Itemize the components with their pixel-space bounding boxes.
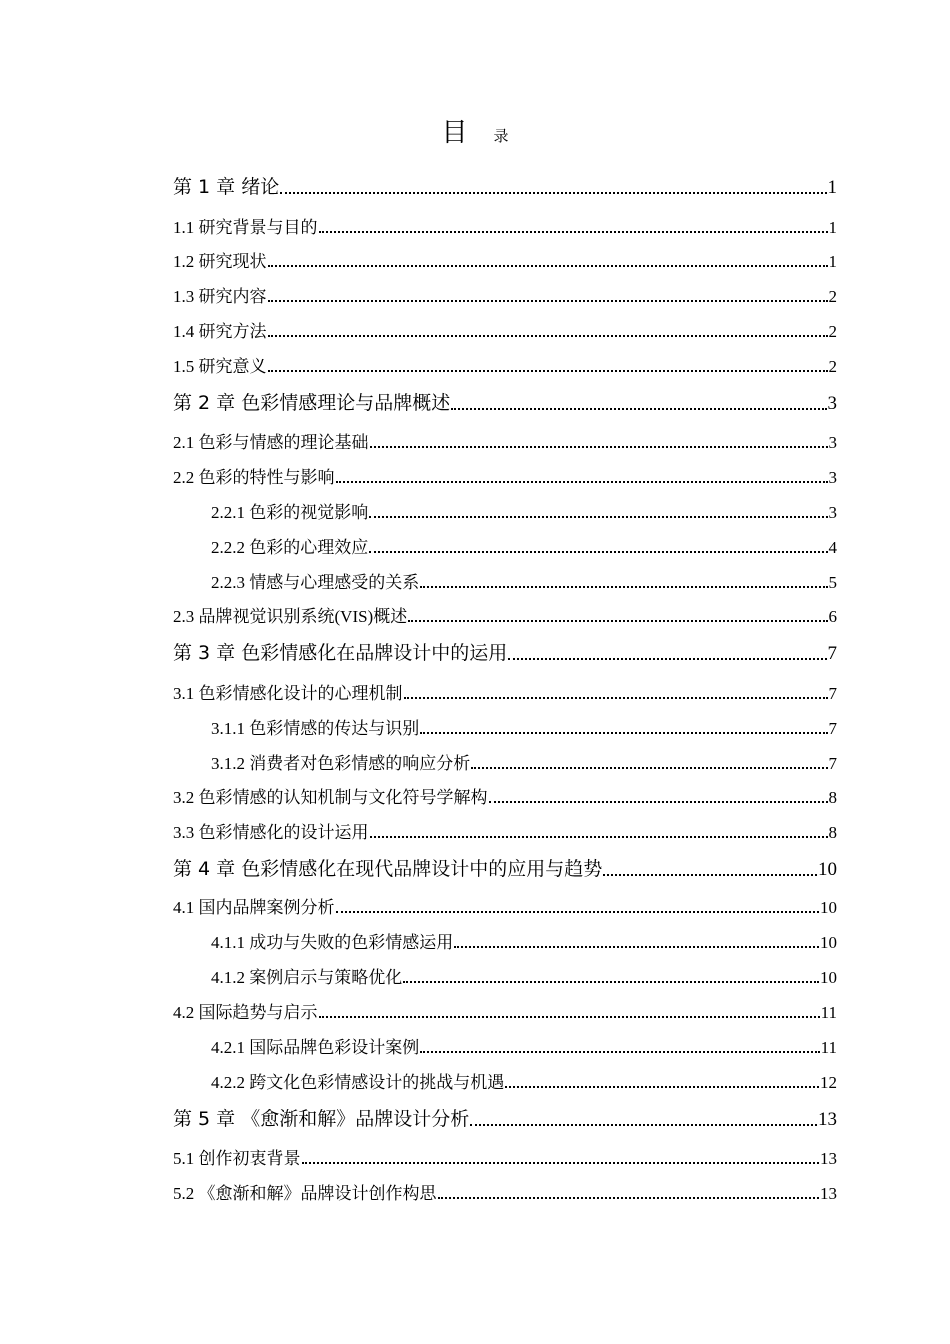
toc-subsection-entry[interactable] (211, 504, 837, 521)
toc-page-number: 10 (820, 968, 837, 987)
toc-section-entry[interactable] (173, 253, 837, 270)
toc-entry-label: 5.1 创作初衷背景 (173, 1149, 301, 1168)
toc-page-number: 11 (820, 1038, 837, 1057)
toc-section-entry[interactable] (173, 789, 837, 806)
toc-section-entry[interactable] (173, 685, 837, 702)
toc-page-number: 5 (828, 573, 837, 592)
toc-entry-label: 第 1 章 绪论 (173, 176, 280, 198)
toc-chapter-entry[interactable] (173, 644, 837, 663)
toc-entry-label: 3.1 色彩情感化设计的心理机制 (173, 684, 403, 703)
toc-page-number: 8 (828, 788, 837, 807)
toc-entry-label: 3.2 色彩情感的认知机制与文化符号学解构 (173, 788, 488, 807)
toc-dot-leader (268, 370, 828, 372)
toc-dot-leader (505, 1086, 819, 1088)
toc-page-number: 12 (820, 1073, 837, 1092)
toc-page-number: 7 (828, 684, 837, 703)
toc-section-entry[interactable] (173, 1185, 837, 1202)
toc-dot-leader (451, 408, 826, 410)
toc-entry-label: 2.2.3 情感与心理感受的关系 (211, 573, 420, 592)
toc-dot-leader (268, 300, 828, 302)
toc-dot-leader (370, 836, 828, 838)
toc-page-number: 7 (827, 643, 837, 664)
toc-dot-leader (470, 1124, 817, 1126)
toc-section-entry[interactable] (173, 358, 837, 375)
toc-page-number: 2 (828, 357, 837, 376)
toc-section-entry[interactable] (173, 899, 837, 916)
toc-section-entry[interactable] (173, 608, 837, 625)
toc-entry-label: 3.3 色彩情感化的设计运用 (173, 823, 369, 842)
toc-entry-label: 4.1 国内品牌案例分析 (173, 898, 335, 917)
toc-entry-label: 第 4 章 色彩情感化在现代品牌设计中的应用与趋势 (173, 858, 603, 880)
toc-section-entry[interactable] (173, 824, 837, 841)
toc-dot-leader (438, 1197, 820, 1199)
toc-entry-label: 1.5 研究意义 (173, 357, 267, 376)
toc-subsection-entry[interactable] (211, 539, 837, 556)
toc-dot-leader (489, 801, 828, 803)
toc-section-entry[interactable] (173, 469, 837, 486)
toc-dot-leader (454, 946, 819, 948)
toc-chapter-entry[interactable] (173, 1110, 837, 1129)
toc-dot-leader (420, 732, 827, 734)
toc-chapter-entry[interactable] (173, 394, 837, 413)
toc-subsection-entry[interactable] (211, 934, 837, 951)
toc-page-number: 2 (828, 322, 837, 341)
toc-page-number: 2 (828, 287, 837, 306)
toc-page-number: 3 (828, 468, 837, 487)
toc-chapter-entry[interactable] (173, 178, 837, 197)
toc-page-number: 8 (828, 823, 837, 842)
toc-entry-label: 5.2 《愈渐和解》品牌设计创作构思 (173, 1184, 437, 1203)
toc-page-number: 10 (820, 933, 837, 952)
toc-title-main: 目 (441, 118, 468, 148)
toc-section-entry[interactable] (173, 434, 837, 451)
toc-dot-leader (420, 586, 827, 588)
toc-page-number: 10 (820, 898, 837, 917)
toc-page-number: 4 (828, 538, 837, 557)
toc-dot-leader (471, 767, 827, 769)
toc-entry-label: 3.1.2 消费者对色彩情感的响应分析 (211, 754, 471, 773)
toc-dot-leader (268, 335, 828, 337)
toc-page-number: 7 (828, 754, 837, 773)
toc-subsection-entry[interactable] (211, 755, 837, 772)
toc-page-number: 3 (828, 433, 837, 452)
toc-chapter-entry[interactable] (173, 860, 837, 879)
toc-dot-leader (603, 874, 817, 876)
toc-entry-label: 4.2 国际趋势与启示 (173, 1003, 318, 1022)
toc-page-number: 13 (820, 1184, 837, 1203)
toc-entry-label: 2.2 色彩的特性与影响 (173, 468, 335, 487)
toc-subsection-entry[interactable] (211, 720, 837, 737)
toc-dot-leader (336, 911, 820, 913)
toc-dot-leader (280, 192, 826, 194)
toc-entry-label: 第 3 章 色彩情感化在品牌设计中的运用 (173, 642, 508, 664)
toc-dot-leader (268, 265, 828, 267)
toc-dot-leader (404, 697, 828, 699)
toc-page-number: 1 (828, 252, 837, 271)
toc-dot-leader (508, 658, 826, 660)
toc-dot-leader (302, 1162, 820, 1164)
toc-dot-leader (369, 516, 827, 518)
toc-subsection-entry[interactable] (211, 969, 837, 986)
toc-dot-leader (369, 551, 827, 553)
toc-entry-label: 2.2.2 色彩的心理效应 (211, 538, 369, 557)
toc-entry-label: 1.2 研究现状 (173, 252, 267, 271)
toc-section-entry[interactable] (173, 219, 837, 236)
toc-entry-label: 3.1.1 色彩情感的传达与识别 (211, 719, 420, 738)
toc-section-entry[interactable] (173, 1150, 837, 1167)
toc-page-number: 3 (828, 503, 837, 522)
toc-entry-label: 4.2.1 国际品牌色彩设计案例 (211, 1038, 420, 1057)
toc-dot-leader (403, 981, 819, 983)
toc-dot-leader (336, 481, 828, 483)
toc-page-number: 13 (820, 1149, 837, 1168)
toc-entry-label: 1.3 研究内容 (173, 287, 267, 306)
toc-page-number: 1 (827, 177, 837, 198)
toc-page-number: 7 (828, 719, 837, 738)
toc-entry-label: 1.1 研究背景与目的 (173, 218, 318, 237)
toc-subsection-entry[interactable] (211, 574, 837, 591)
toc-page-number: 11 (820, 1003, 837, 1022)
toc-dot-leader (319, 231, 828, 233)
toc-entry-label: 2.1 色彩与情感的理论基础 (173, 433, 369, 452)
toc-entry-label: 第 5 章 《愈渐和解》品牌设计分析 (173, 1108, 470, 1130)
toc-title-sub: 录 (493, 127, 509, 145)
toc-entry-label: 4.1.2 案例启示与策略优化 (211, 968, 403, 987)
toc-page-number: 3 (827, 393, 837, 414)
toc-entry-label: 2.2.1 色彩的视觉影响 (211, 503, 369, 522)
toc-page-number: 1 (828, 218, 837, 237)
toc-subsection-entry[interactable] (211, 1074, 837, 1091)
toc-entry-label: 2.3 品牌视觉识别系统(VIS)概述 (173, 607, 408, 626)
toc-dot-leader (408, 620, 827, 622)
toc-dot-leader (319, 1016, 820, 1018)
toc-dot-leader (370, 446, 828, 448)
toc-section-entry[interactable] (173, 1004, 837, 1021)
toc-page-number: 13 (818, 1109, 837, 1130)
toc-section-entry[interactable] (173, 288, 837, 305)
toc-entry-label: 4.2.2 跨文化色彩情感设计的挑战与机遇 (211, 1073, 505, 1092)
toc-page-number: 10 (818, 859, 837, 880)
toc-entry-label: 1.4 研究方法 (173, 322, 267, 341)
toc-page-number: 6 (828, 607, 837, 626)
toc-entry-label: 4.1.1 成功与失败的色彩情感运用 (211, 933, 454, 952)
toc-entry-label: 第 2 章 色彩情感理论与品牌概述 (173, 392, 451, 414)
toc-subsection-entry[interactable] (211, 1039, 837, 1056)
toc-section-entry[interactable] (173, 323, 837, 340)
toc-dot-leader (420, 1051, 819, 1053)
